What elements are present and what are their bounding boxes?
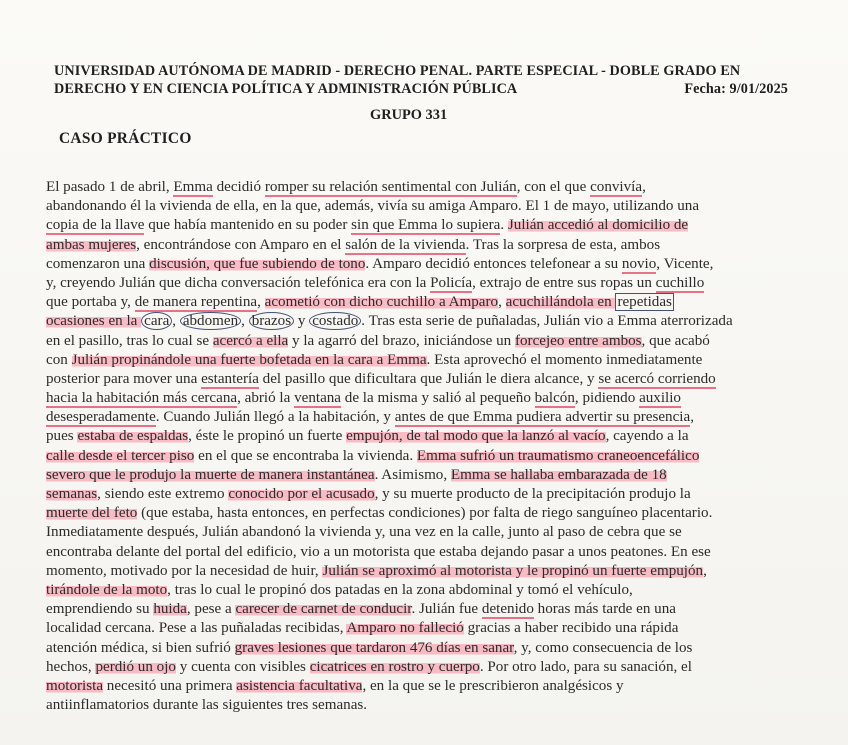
text-line (46, 581, 826, 600)
text-line (46, 562, 826, 581)
case-body-text (46, 178, 826, 715)
text-segment: Inmediatamente después, Julián abandonó la vivienda y, una vez en la calle, junto al paso de cebra que se (46, 524, 682, 541)
boxed-text: repetidas (617, 294, 672, 311)
text-line (46, 466, 826, 485)
highlighted-text: Emma se hallaba embarazada de 18 (450, 466, 667, 483)
text-line (46, 293, 826, 312)
highlighted-text: Julián accedió al domicilio de (507, 217, 689, 234)
text-line (46, 677, 826, 696)
text-segment: , pidiendo (574, 390, 640, 407)
highlighted-text: asistencia facultativa (236, 677, 363, 694)
underlined-text: desesperadamente (46, 409, 156, 426)
text-line (46, 389, 826, 408)
text-line (46, 370, 826, 389)
highlighted-text: Julián se aproximó al motorista y le propinó un fuerte empujón (322, 562, 704, 579)
text-line (46, 236, 826, 255)
text-line (46, 600, 826, 619)
text-segment: , (703, 562, 707, 579)
text-segment: , (172, 313, 180, 330)
text-segment: , abrió la (237, 390, 295, 407)
underlined-text: balcón (534, 390, 575, 407)
text-segment: , y su muerte producto de la precipitación produjo la (374, 486, 691, 502)
header-line-1: UNIVERSIDAD AUTÓNOMA DE MADRID - DERECHO PENAL. PARTE ESPECIAL - DOBLE GRADO EN (54, 63, 741, 79)
text-segment: El pasado 1 de abril, (46, 179, 174, 195)
highlighted-text: ocasiones en la (46, 313, 142, 330)
underlined-text: de manera repentina (134, 294, 258, 311)
text-line (46, 216, 826, 235)
text-segment: del pasillo que dificultara que Julián le diera alcance, y (258, 370, 599, 387)
underlined-text: salón de la vivienda (345, 236, 466, 253)
text-segment: y la agarró del brazo, iniciándose un (288, 332, 515, 349)
text-line (46, 332, 826, 351)
text-line (46, 523, 826, 542)
text-segment: , con el que (516, 179, 591, 195)
text-segment: y cuenta con visibles (175, 658, 310, 675)
text-segment: localidad cercana. Pese a las puñaladas recibidas, (46, 620, 347, 637)
text-segment: . Asimismo, (374, 466, 451, 483)
text-segment: , (257, 294, 265, 311)
text-line (46, 504, 826, 523)
text-segment: . Cuando Julián llegó a la habitación, y (155, 409, 395, 426)
highlighted-text: Julián propinándole una fuerte bofetada en la cara a Emma (71, 351, 427, 368)
text-line (46, 351, 826, 370)
text-line (46, 312, 826, 331)
text-line (46, 178, 826, 197)
text-segment: posterior para mover una (46, 370, 202, 387)
circled-text: brazos (249, 312, 294, 330)
text-segment: necesitó una primera (103, 677, 237, 694)
header-line-2 (54, 80, 814, 98)
underlined-text: Policía (430, 274, 473, 291)
text-segment: con (46, 351, 72, 368)
text-segment: , Vicente, (656, 255, 714, 272)
circled-text: costado (309, 312, 361, 330)
text-segment: atención médica, si bien sufrió (46, 639, 235, 656)
text-segment: emprendiendo su (46, 601, 154, 618)
date-label: Fecha: 9/01/2025 (684, 81, 788, 97)
circled-text: abdomen (180, 312, 241, 330)
text-segment: . Tras esta serie de puñaladas, Julián vio a Emma aterrorizada (361, 313, 733, 330)
text-segment: . Tras la sorpresa de esta, ambos (465, 236, 661, 253)
underlined-text: convivía (590, 179, 643, 195)
text-segment: , encontrándose con Amparo en el (136, 236, 346, 253)
text-segment: hechos, (46, 658, 96, 675)
highlighted-text: motorista (46, 677, 104, 694)
underlined-text: detenido (481, 601, 534, 618)
group-label: GRUPO 331 (370, 107, 448, 123)
text-segment: decidió (212, 179, 265, 195)
text-segment: , (498, 294, 506, 311)
highlighted-text: Emma sufrió un traumatismo craneoencefálico (416, 447, 700, 464)
underlined-text: se acercó corriendo (598, 370, 716, 387)
underlined-text: Emma (173, 179, 213, 195)
text-segment: , (642, 179, 646, 195)
text-segment: , tras lo cual le propinó dos patadas en la zona abdominal y tomó el vehículo, (167, 581, 633, 598)
underlined-text: estantería (201, 370, 259, 387)
text-line (46, 658, 826, 677)
text-segment: y (294, 313, 310, 330)
text-segment: que había mantenido en su poder (144, 217, 352, 234)
underlined-text: copia de la llave (46, 217, 145, 234)
text-segment: antiinflamatorios durante las siguientes tres semanas. (46, 697, 368, 714)
text-segment: , cayendo a la (605, 428, 689, 445)
underlined-text: romper su relación sentimental con Julián (264, 179, 517, 195)
highlighted-text: conocido por el acusado (228, 486, 375, 502)
text-line (46, 255, 826, 274)
highlighted-text: estaba de espaldas (77, 428, 189, 445)
text-segment: . Por otro lado, para su sanación, el (479, 658, 692, 675)
highlighted-text: carecer de carnet de conducir (235, 601, 412, 618)
underlined-text: sin que Emma lo supiera (351, 217, 501, 234)
highlighted-text: tirándole de la moto (46, 581, 168, 598)
text-line (46, 543, 826, 562)
underlined-text: auxilio (639, 390, 681, 407)
underlined-text: hacia la habitación más cercana (46, 390, 238, 407)
text-line (46, 197, 826, 216)
text-segment: , siendo este extremo (97, 486, 229, 502)
highlighted-text: muerte del feto (46, 505, 138, 522)
text-segment: gracias a haber recibido una rápida (463, 620, 679, 637)
text-segment: (que estaba, hasta entonces, en perfectas condiciones) por falta de riego sanguíneo placentario. (137, 505, 713, 522)
text-segment: . (500, 217, 508, 234)
text-segment: , pese a (186, 601, 236, 618)
circled-text: cara (141, 312, 172, 330)
text-segment: , extrajo de entre sus ropas un (472, 274, 656, 291)
text-segment: encontraba delante del portal del edificio, vio a un motorista que estaba dejando pasar a unos peatones. En ese (46, 543, 711, 560)
underlined-text: cuchillo (655, 274, 705, 291)
text-segment: , que acabó (641, 332, 710, 349)
text-segment: , éste le propinó un fuerte (188, 428, 347, 445)
highlighted-text: graves lesiones que tardaron 476 días en sanar (234, 639, 514, 656)
text-segment: horas más tarde en una (533, 601, 676, 618)
header-line-2-text: DERECHO Y EN CIENCIA POLÍTICA Y ADMINISTRACIÓN PÚBLICA (54, 81, 518, 97)
highlighted-text: discusión, que fue subiendo de tono (149, 255, 366, 272)
text-line (46, 619, 826, 638)
text-segment: . Amparo decidió entonces telefonear a su (365, 255, 622, 272)
highlighted-text: severo que le produjo la muerte de manera instantánea (46, 466, 375, 483)
highlighted-text: acercó a ella (212, 332, 289, 349)
text-segment: abandonando él la vivienda de ella, en la que, además, vivía su amiga Amparo. El 1 de mayo, utilizando una (46, 198, 700, 215)
text-segment: que portaba y, (46, 294, 135, 311)
highlighted-text: semanas (46, 486, 98, 502)
text-line (46, 696, 826, 715)
highlighted-text: acuchillándola en (505, 294, 616, 311)
highlighted-text: empujón, de tal modo que la lanzó al vacío (346, 428, 606, 445)
underlined-text: antes de que Emma pudiera advertir su presencia (394, 409, 691, 426)
highlighted-text: huida (153, 601, 187, 618)
underlined-text: novio (621, 255, 657, 272)
text-segment: comenzaron una (46, 255, 150, 272)
text-segment: en el pasillo, tras lo cual se (46, 332, 213, 349)
text-segment: momento, motivado por la necesidad de huir, (46, 562, 323, 579)
highlighted-text: acometió con dicho cuchillo a Amparo (264, 294, 499, 311)
text-line (46, 639, 826, 658)
text-line (46, 447, 826, 466)
text-segment: , (690, 409, 694, 426)
text-segment: pues (46, 428, 78, 445)
text-segment: de la misma y salió al pequeño (341, 390, 535, 407)
highlighted-text: calle desde el tercer piso (46, 447, 195, 464)
highlighted-text: Amparo no falleció (346, 620, 464, 637)
text-segment: , y, como consecuencia de los (513, 639, 693, 656)
text-line (46, 485, 826, 504)
text-segment: , en la que se le prescribieron analgésicos y (362, 677, 624, 694)
highlighted-text: forcejeo entre ambos (514, 332, 642, 349)
text-line (46, 274, 826, 293)
highlighted-text: cicatrices en rostro y cuerpo (309, 658, 480, 675)
section-title: CASO PRÁCTICO (59, 130, 192, 147)
underlined-text: ventana (294, 390, 342, 407)
highlighted-text: ambas mujeres (46, 236, 137, 253)
text-segment: en el que se encontraba la vivienda. (194, 447, 417, 464)
text-segment: , (241, 313, 249, 330)
text-segment: . Julián fue (411, 601, 482, 618)
highlighted-text: perdió un ojo (95, 658, 176, 675)
text-line (46, 427, 826, 446)
document-header (54, 62, 814, 98)
text-segment: y, creyendo Julián que dicha conversación telefónica era con la (46, 274, 431, 291)
text-line (46, 408, 826, 427)
text-segment: . Esta aprovechó el momento inmediatamente (426, 351, 703, 368)
